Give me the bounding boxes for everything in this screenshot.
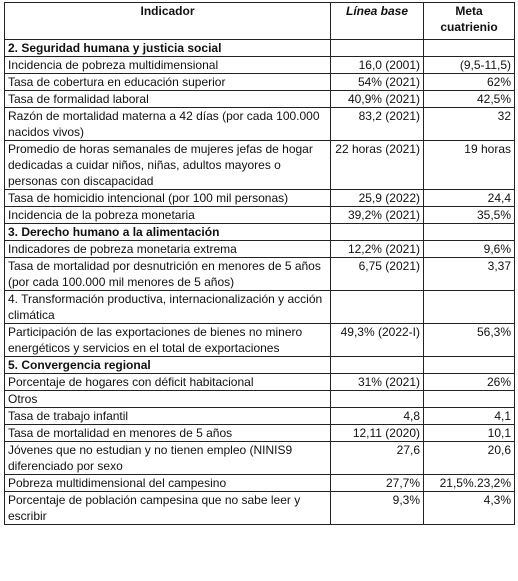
table-row — [5, 374, 515, 391]
baseline-cell: 22 horas (2021) — [331, 141, 424, 190]
target-cell: 19 horas — [424, 141, 515, 190]
table-row — [5, 108, 515, 141]
table-header-row — [5, 3, 515, 40]
target-cell: 3,37 — [424, 258, 515, 291]
baseline-cell: 12,11 (2020) — [331, 425, 424, 442]
table-body — [5, 40, 515, 525]
section-title-cell: 5. Convergencia regional — [5, 357, 331, 374]
table-row — [5, 442, 515, 475]
baseline-cell: 31% (2021) — [331, 374, 424, 391]
table-row — [5, 207, 515, 224]
table-row — [5, 408, 515, 425]
indicator-cell: Pobreza multidimensional del campesino — [5, 475, 331, 492]
target-cell: 9,6% — [424, 241, 515, 258]
indicator-cell: Tasa de trabajo infantil — [5, 408, 331, 425]
target-cell: 4,1 — [424, 408, 515, 425]
indicator-cell: Razón de mortalidad materna a 42 días (por cada 100.000 nacidos vivos) — [5, 108, 331, 141]
baseline-cell: 6,75 (2021) — [331, 258, 424, 291]
table-row — [5, 57, 515, 74]
baseline-cell: 27,6 — [331, 442, 424, 475]
indicator-cell: Tasa de mortalidad por desnutrición en menores de 5 años (por cada 100.000 mil menores de 5 años) — [5, 258, 331, 291]
table-row — [5, 425, 515, 442]
indicator-cell: Participación de las exportaciones de bienes no minero energéticos y servicios en el total de exportaciones — [5, 324, 331, 357]
table-row — [5, 258, 515, 291]
column-header-indicator: Indicador — [5, 3, 331, 40]
target-cell: 35,5% — [424, 207, 515, 224]
baseline-cell: 40,9% (2021) — [331, 91, 424, 108]
baseline-cell — [331, 391, 424, 408]
indicator-cell: Incidencia de la pobreza monetaria — [5, 207, 331, 224]
section-title-cell: Otros — [5, 391, 331, 408]
table-row — [5, 74, 515, 91]
indicator-cell: Tasa de cobertura en educación superior — [5, 74, 331, 91]
target-cell — [424, 224, 515, 241]
baseline-cell: 27,7% — [331, 475, 424, 492]
baseline-cell: 54% (2021) — [331, 74, 424, 91]
section-row — [5, 391, 515, 408]
target-cell — [424, 40, 515, 57]
target-cell: 20,6 — [424, 442, 515, 475]
table-row — [5, 492, 515, 525]
section-row — [5, 224, 515, 241]
baseline-cell: 12,2% (2021) — [331, 241, 424, 258]
baseline-cell: 49,3% (2022-I) — [331, 324, 424, 357]
section-title-cell: 3. Derecho humano a la alimentación — [5, 224, 331, 241]
target-cell — [424, 391, 515, 408]
table-row — [5, 475, 515, 492]
baseline-cell: 9,3% — [331, 492, 424, 525]
target-cell: 24,4 — [424, 190, 515, 207]
target-cell: 21,5%.23,2% — [424, 475, 515, 492]
baseline-cell — [331, 291, 424, 324]
section-row — [5, 357, 515, 374]
target-cell: 56,3% — [424, 324, 515, 357]
indicator-cell: Porcentaje de hogares con déficit habitacional — [5, 374, 331, 391]
baseline-cell: 39,2% (2021) — [331, 207, 424, 224]
indicator-cell: Incidencia de pobreza multidimensional — [5, 57, 331, 74]
section-row — [5, 40, 515, 57]
indicator-cell: Tasa de mortalidad en menores de 5 años — [5, 425, 331, 442]
indicator-cell: Indicadores de pobreza monetaria extrema — [5, 241, 331, 258]
baseline-cell — [331, 40, 424, 57]
column-header-baseline: Línea base — [331, 3, 424, 40]
target-cell: 42,5% — [424, 91, 515, 108]
table-row — [5, 91, 515, 108]
target-cell: 26% — [424, 374, 515, 391]
indicator-cell: Tasa de homicidio intencional (por 100 mil personas) — [5, 190, 331, 207]
target-cell: 32 — [424, 108, 515, 141]
target-cell — [424, 357, 515, 374]
target-cell: 4,3% — [424, 492, 515, 525]
section-title-cell: 4. Transformación productiva, internacionalización y acción climática — [5, 291, 331, 324]
section-row — [5, 291, 515, 324]
indicator-table — [4, 2, 515, 525]
table-row — [5, 241, 515, 258]
baseline-cell: 83,2 (2021) — [331, 108, 424, 141]
target-cell: (9,5-11,5) — [424, 57, 515, 74]
target-cell — [424, 291, 515, 324]
table-row — [5, 141, 515, 190]
baseline-cell: 25,9 (2022) — [331, 190, 424, 207]
baseline-cell — [331, 224, 424, 241]
baseline-cell: 16,0 (2001) — [331, 57, 424, 74]
column-header-target: Meta cuatrienio — [424, 3, 515, 40]
target-cell: 62% — [424, 74, 515, 91]
indicator-cell: Tasa de formalidad laboral — [5, 91, 331, 108]
table-row — [5, 324, 515, 357]
table-row — [5, 190, 515, 207]
section-title-cell: 2. Seguridad humana y justicia social — [5, 40, 331, 57]
target-cell: 10,1 — [424, 425, 515, 442]
indicator-cell: Promedio de horas semanales de mujeres jefas de hogar dedicadas a cuidar niños, niñas, adultos mayores o personas con discapacidad — [5, 141, 331, 190]
baseline-cell — [331, 357, 424, 374]
baseline-cell: 4,8 — [331, 408, 424, 425]
indicator-cell: Jóvenes que no estudian y no tienen empleo (NINIS9 diferenciado por sexo — [5, 442, 331, 475]
indicator-cell: Porcentaje de población campesina que no sabe leer y escribir — [5, 492, 331, 525]
